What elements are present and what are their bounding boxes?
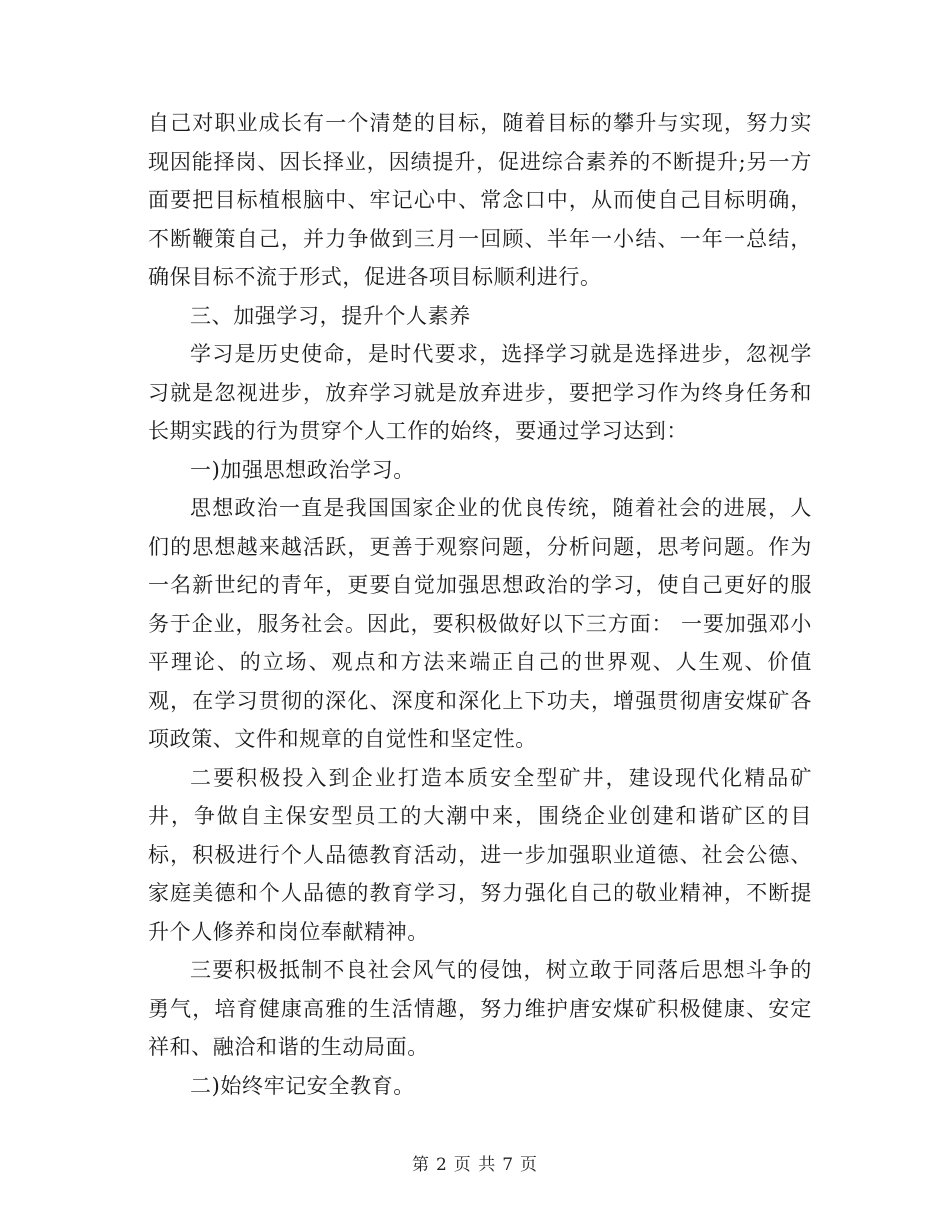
current-page-number: 2 bbox=[435, 1155, 448, 1175]
footer-prefix: 第 bbox=[411, 1155, 430, 1175]
paragraph-4: 二要积极投入到企业打造本质安全型矿井，建设现代化精品矿井，争做自主保安型员工的大潮中来，围绕企业创建和谐矿区的目标，积极进行个人品德教育活动，进一步加强职业道德、社会公德、家庭美德和个人品德的教育学习，努力强化自己的敬业精神，不断提升个人修养和岗位奉献精神。 bbox=[148, 765, 812, 944]
page-footer bbox=[0, 1150, 950, 1175]
total-page-count: 7 bbox=[502, 1155, 515, 1175]
document-body bbox=[148, 104, 812, 1105]
section-heading-3: 三、加强学习，提升个人素养 bbox=[190, 303, 471, 328]
subheading-2: 二)始终牢记安全教育。 bbox=[190, 1073, 415, 1098]
paragraph-2: 学习是历史使命，是时代要求，选择学习就是选择进步，忽视学习就是忽视进步，放弃学习就是放弃进步，要把学习作为终身任务和长期实践的行为贯穿个人工作的始终，要通过学习达到： bbox=[148, 342, 812, 443]
subheading-1: 一)加强思想政治学习。 bbox=[190, 457, 415, 482]
paragraph-1: 自己对职业成长有一个清楚的目标，随着目标的攀升与实现，努力实现因能择岗、因长择业，因绩提升，促进综合素养的不断提升;另一方面要把目标植根脑中、牢记心中、常念口中，从而使自己目标明确，不断鞭策自己，并力争做到三月一回顾、半年一小结、一年一总结，确保目标不流于形式，促进各项目标顺利进行。 bbox=[148, 111, 812, 289]
paragraph-3: 思想政治一直是我国国家企业的优良传统，随着社会的进展，人们的思想越来越活跃，更善于观察问题，分析问题，思考问题。作为一名新世纪的青年，更要自觉加强思想政治的学习，使自己更好的服务于企业，服务社会。因此，要积极做好以下三方面： 一要加强邓小平理论、的立场、观点和方法来端正自己的世界观、人生观、价值观，在学习贯彻的深化、深度和深化上下功夫，增强贯彻唐安煤矿各项政策、文件和规章的自觉性和坚定性。 bbox=[148, 496, 812, 751]
paragraph-5: 三要积极抵制不良社会风气的侵蚀，树立敢于同落后思想斗争的勇气，培育健康高雅的生活情趣，努力维护唐安煤矿积极健康、安定祥和、融洽和谐的生动局面。 bbox=[148, 958, 812, 1059]
footer-suffix: 页 bbox=[520, 1155, 539, 1175]
footer-middle: 页 共 bbox=[453, 1155, 497, 1175]
